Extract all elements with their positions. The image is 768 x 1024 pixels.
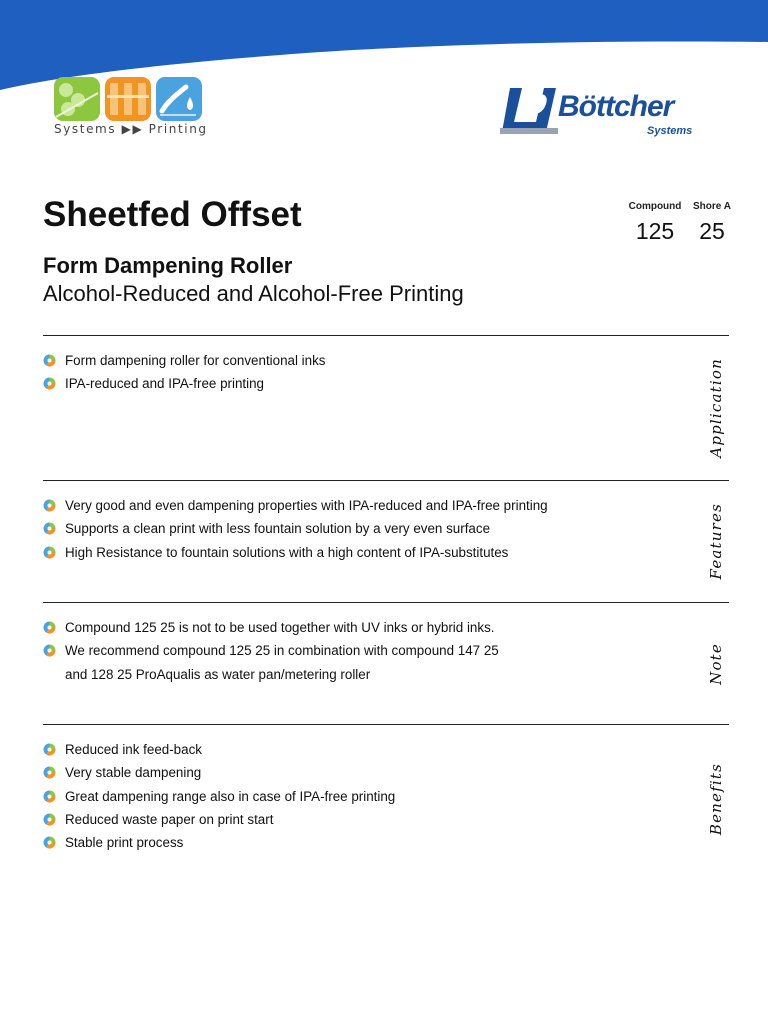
page-subtitle-secondary: Alcohol-Reduced and Alcohol-Free Printing [43, 281, 464, 306]
list-item-text: We recommend compound 125 25 in combination with compound 147 25 [65, 643, 499, 659]
bullet-icon [43, 836, 56, 849]
boettcher-emblem-icon [500, 84, 560, 136]
cylinders-tile-icon [105, 77, 151, 121]
systems-printing-caption: Systems ▶▶ Printing [54, 122, 208, 136]
bullet-icon [43, 766, 56, 779]
section-application [43, 335, 729, 481]
list-item [43, 639, 499, 662]
water-drop-tile-icon [156, 77, 202, 121]
list-item [43, 372, 326, 395]
bullet-icon [43, 546, 56, 559]
list-item-text: Great dampening range also in case of IPA-free printing [65, 788, 396, 804]
page-title: Sheetfed Offset [43, 195, 302, 234]
rollers-tile-icon [54, 77, 100, 121]
section-note [43, 602, 729, 725]
list-item [43, 808, 395, 831]
list-item-text: Stable print process [65, 835, 184, 851]
note-list [43, 616, 499, 686]
bullet-icon [43, 499, 56, 512]
list-item-text: Compound 125 25 is not to be used together with UV inks or hybrid inks. [65, 620, 495, 635]
features-list [43, 494, 548, 564]
bullet-icon [43, 354, 56, 367]
list-item-text: Reduced ink feed-back [65, 742, 202, 757]
shore-value: 25 [699, 218, 725, 244]
list-item [43, 541, 548, 564]
bullet-icon [43, 790, 56, 803]
shore-label: Shore A [693, 201, 731, 212]
list-item-text: IPA-reduced and IPA-free printing [65, 376, 264, 392]
list-item [43, 785, 395, 808]
application-list [43, 349, 326, 396]
list-item [43, 494, 548, 517]
list-item-text: Reduced waste paper on print start [65, 811, 274, 827]
list-item-continuation [43, 663, 499, 686]
list-item [43, 738, 395, 761]
bullet-icon [43, 813, 56, 826]
benefits-list [43, 738, 395, 854]
compound-value: 125 [635, 218, 675, 244]
bullet-icon [43, 621, 56, 634]
bullet-icon [43, 644, 56, 657]
systems-printing-logo [54, 77, 214, 137]
section-label-features: Features [707, 503, 725, 580]
list-item [43, 761, 395, 784]
list-item-text: High Resistance to fountain solutions with a high content of IPA-substitutes [65, 544, 509, 560]
list-item-text: Very good and even dampening properties with IPA-reduced and IPA-free printing [65, 498, 548, 513]
shore-spec [690, 201, 734, 245]
page-subtitle: Form Dampening Roller [43, 253, 293, 278]
brand-subtitle: Systems [647, 125, 693, 137]
bullet-icon [43, 743, 56, 756]
compound-label: Compound [628, 201, 682, 212]
section-features [43, 480, 729, 603]
section-label-benefits: Benefits [707, 763, 725, 836]
list-item [43, 517, 548, 540]
boettcher-logo[interactable] [500, 84, 715, 140]
section-label-application: Application [707, 358, 725, 458]
list-item [43, 349, 326, 372]
compound-spec [626, 201, 684, 245]
list-item-text: Form dampening roller for conventional inks [65, 353, 326, 368]
section-benefits [43, 724, 729, 865]
list-item [43, 831, 395, 854]
section-label-note: Note [707, 643, 725, 685]
bullet-icon [43, 522, 56, 535]
list-item-text: Very stable dampening [65, 765, 202, 781]
list-item [43, 616, 499, 639]
list-item-text: and 128 25 ProAqualis as water pan/metering roller [65, 666, 371, 682]
bullet-icon [43, 377, 56, 390]
list-item-text: Supports a clean print with less fountain solution by a very even surface [65, 521, 491, 537]
brand-name: Böttcher [558, 90, 674, 123]
